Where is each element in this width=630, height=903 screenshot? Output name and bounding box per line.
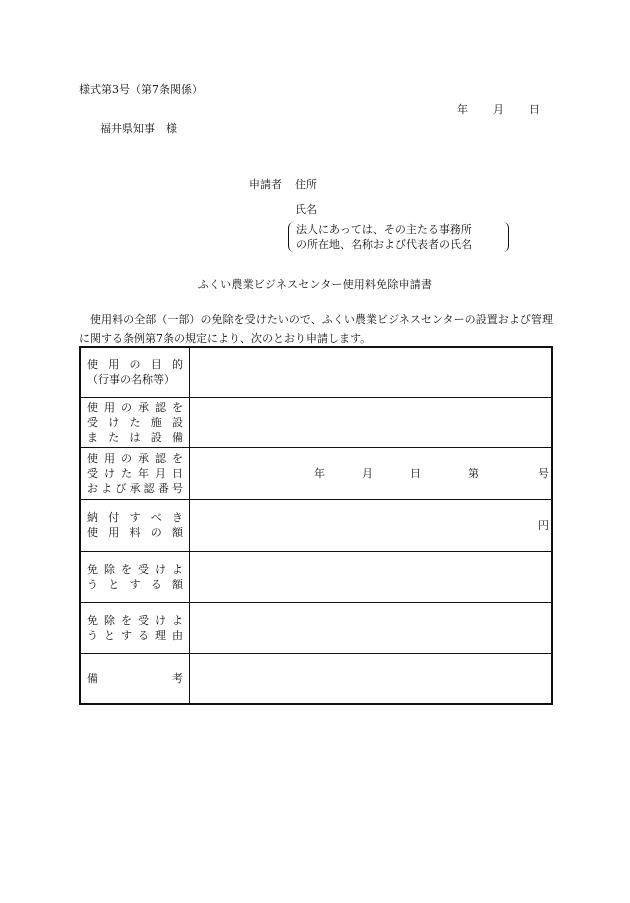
application-table	[79, 346, 553, 705]
table-row	[80, 602, 552, 653]
approval-month: 月	[362, 466, 373, 480]
address-label: 住所	[295, 178, 317, 191]
label-line: 受けた年月日	[87, 466, 183, 480]
applicant-label: 申請者	[249, 178, 282, 191]
row-label-exempt-amount	[80, 551, 190, 602]
corporate-note-line2: の所在地、名称および代表者の氏名	[296, 238, 472, 251]
row-label-approval	[80, 447, 190, 499]
value-facility[interactable]	[190, 397, 553, 447]
row-label-fee	[80, 499, 190, 551]
date-line	[457, 101, 540, 117]
table-row	[80, 347, 552, 397]
label-line: 免除を受けよ	[87, 562, 183, 576]
label-line: 納付すべき	[87, 511, 183, 524]
approval-day: 日	[410, 466, 421, 480]
label-line: または設備	[87, 430, 183, 444]
row-label-exempt-reason	[80, 602, 190, 653]
form-number: 様式第3号（第7条関係）	[79, 83, 203, 96]
date-day: 日	[529, 103, 540, 116]
document-title: ふくい農業ビジネスセンター使用料免除申請書	[197, 278, 433, 291]
label-line: うとする理由	[87, 628, 183, 642]
value-remarks[interactable]	[190, 653, 553, 704]
label-line: 使用の承認を	[87, 400, 183, 414]
value-exempt-amount[interactable]	[190, 551, 553, 602]
label-line: 受けた施設	[87, 415, 183, 429]
row-label-remarks	[80, 653, 190, 704]
date-year: 年	[457, 103, 468, 116]
approval-year: 年	[314, 466, 325, 480]
label-line: 免除を受けよ	[87, 613, 183, 627]
fee-yen: 円	[538, 518, 549, 532]
addressee: 福井県知事 様	[100, 122, 177, 135]
approval-no: 第	[468, 466, 479, 480]
label-line: うとする額	[87, 577, 183, 591]
label-line: 備考	[87, 671, 183, 685]
value-purpose[interactable]	[190, 347, 553, 397]
value-exempt-reason[interactable]	[190, 602, 553, 653]
label-line: （行事の名称等）	[87, 373, 175, 387]
table-row	[80, 551, 552, 602]
body-text: 使用料の全部（一部）の免除を受けたいので、ふくい農業ビジネスセンターの設置および管理に関する条例第7条の規定により、次のとおり申請します。	[79, 313, 553, 345]
value-fee[interactable]	[190, 499, 553, 551]
table-row	[80, 397, 552, 447]
corporate-note-line1: 法人にあっては、その主たる事務所	[296, 223, 472, 236]
approval-go: 号	[538, 466, 549, 480]
row-label-purpose	[80, 347, 190, 397]
row-label-facility	[80, 397, 190, 447]
table-row	[80, 447, 552, 499]
corporate-note	[288, 222, 509, 252]
table-row	[80, 499, 552, 551]
label-line: 使用の目的	[87, 358, 183, 372]
table-row	[80, 653, 552, 704]
date-month: 月	[493, 103, 504, 116]
label-line: および承認番号	[87, 481, 183, 495]
value-approval[interactable]	[190, 447, 553, 499]
name-label: 氏名	[295, 203, 317, 216]
label-line: 使用料の額	[87, 526, 183, 539]
label-line: 使用の承認を	[87, 451, 183, 465]
